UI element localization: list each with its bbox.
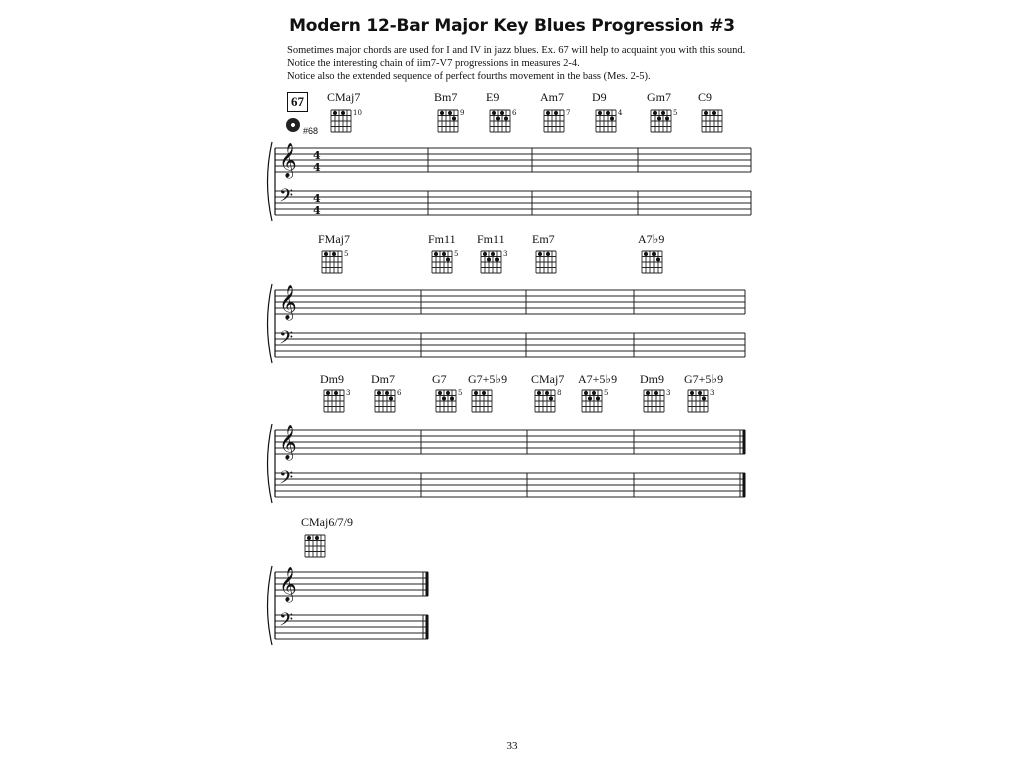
page-number: 33 bbox=[506, 740, 518, 752]
chord-diagram-fret-number: 5 bbox=[673, 109, 678, 117]
chord-diagram-fret-number: 5 bbox=[604, 389, 609, 397]
chord-diagram-dot bbox=[610, 117, 614, 121]
chord-diagram-dot bbox=[644, 252, 648, 256]
chord-diagram-dot bbox=[389, 397, 393, 401]
chord-diagram-dot bbox=[483, 252, 487, 256]
chord-diagram-dot bbox=[504, 117, 508, 121]
chord-diagram-dot bbox=[491, 252, 495, 256]
chord-diagram-fret-number: 8 bbox=[557, 389, 562, 397]
chord-diagram-dot bbox=[652, 252, 656, 256]
chord-diagram-dot bbox=[495, 258, 499, 262]
chord-diagram-dot bbox=[442, 397, 446, 401]
chord-name: Dm9 bbox=[320, 372, 344, 386]
intro-line: Notice the interesting chain of iim7-V7 progressions in measures 2-4. bbox=[287, 58, 580, 69]
bass-clef: 𝄢 bbox=[279, 328, 294, 353]
chord-diagram-dot bbox=[546, 111, 550, 115]
chord-diagram-dot bbox=[546, 252, 550, 256]
chord-name: Dm7 bbox=[371, 372, 395, 386]
chord-diagram-dot bbox=[549, 397, 553, 401]
chord-diagram-dot bbox=[496, 117, 500, 121]
chord-diagram-dot bbox=[434, 252, 438, 256]
chord-diagram-dot bbox=[665, 117, 669, 121]
chord-name: G7 bbox=[432, 372, 447, 386]
chord-name: C9 bbox=[698, 90, 713, 104]
system-brace bbox=[268, 566, 273, 645]
chord-diagram-dot bbox=[438, 391, 442, 395]
chord-diagram-dot bbox=[333, 111, 337, 115]
chord-diagram-dot bbox=[307, 536, 311, 540]
chord-name: E9 bbox=[486, 90, 500, 104]
chord-diagram-dot bbox=[487, 258, 491, 262]
chord-diagram-dot bbox=[661, 111, 665, 115]
chord-diagram-dot bbox=[654, 391, 658, 395]
system-brace bbox=[268, 284, 273, 363]
chord-diagram-dot bbox=[606, 111, 610, 115]
chord-name: CMaj7 bbox=[531, 372, 565, 386]
chord-diagram-fret-number: 3 bbox=[710, 389, 715, 397]
chord-diagram-dot bbox=[492, 111, 496, 115]
time-signature-bottom: 4 bbox=[313, 204, 321, 217]
intro-line: Sometimes major chords are used for I and IV in jazz blues. Ex. 67 will help to acquaint you with this sound. bbox=[287, 45, 746, 56]
chord-diagram-fret-number: 5 bbox=[454, 250, 459, 258]
chord-name: CMaj7 bbox=[327, 90, 361, 104]
time-signature-bottom: 4 bbox=[313, 161, 321, 174]
chord-diagram-fret-number: 3 bbox=[503, 250, 508, 258]
chord-diagram-dot bbox=[554, 111, 558, 115]
treble-clef: 𝄞 bbox=[279, 425, 297, 460]
chord-diagram-dot bbox=[332, 252, 336, 256]
chord-diagram-fret-number: 7 bbox=[566, 109, 571, 117]
chord-diagram-dot bbox=[450, 397, 454, 401]
chord-name: FMaj7 bbox=[318, 232, 351, 246]
chord-diagram-dot bbox=[334, 391, 338, 395]
chord-diagram-fret-number: 3 bbox=[666, 389, 671, 397]
example-number: 67 bbox=[287, 92, 308, 112]
chord-diagram-dot bbox=[500, 111, 504, 115]
chord-diagram-dot bbox=[324, 252, 328, 256]
chord-diagram-dot bbox=[385, 391, 389, 395]
chord-name: Bm7 bbox=[434, 90, 458, 104]
chord-diagram-fret-number: 5 bbox=[458, 389, 463, 397]
chord-diagram-dot bbox=[446, 391, 450, 395]
chord-name: D9 bbox=[592, 90, 607, 104]
chord-diagram-dot bbox=[377, 391, 381, 395]
chord-diagram-dot bbox=[690, 391, 694, 395]
treble-clef: 𝄞 bbox=[279, 143, 297, 178]
chord-diagram-dot bbox=[537, 391, 541, 395]
chord-diagram-dot bbox=[545, 391, 549, 395]
chord-name: CMaj6/7/9 bbox=[301, 515, 354, 529]
chord-name: Em7 bbox=[532, 232, 555, 246]
chord-name: Gm7 bbox=[647, 90, 671, 104]
chord-diagram-dot bbox=[440, 111, 444, 115]
chord-name: G7+5♭9 bbox=[684, 372, 724, 386]
chord-diagram-dot bbox=[442, 252, 446, 256]
chord-name: Fm11 bbox=[428, 232, 456, 246]
chord-name: Fm11 bbox=[477, 232, 505, 246]
cd-track-number: #68 bbox=[303, 126, 319, 136]
chord-diagram-dot bbox=[584, 391, 588, 395]
chord-diagram-fret-number: 10 bbox=[353, 109, 362, 117]
chord-diagram-dot bbox=[446, 258, 450, 262]
chord-diagram-fret-number: 4 bbox=[618, 109, 623, 117]
page-title: Modern 12-Bar Major Key Blues Progression #3 bbox=[289, 16, 735, 36]
chord-diagram-dot bbox=[341, 111, 345, 115]
bass-clef: 𝄢 bbox=[279, 468, 294, 493]
chord-diagram-dot bbox=[653, 111, 657, 115]
chord-diagram-dot bbox=[598, 111, 602, 115]
chord-diagram-dot bbox=[596, 397, 600, 401]
chord-diagram-dot bbox=[704, 111, 708, 115]
chord-name: Dm9 bbox=[640, 372, 664, 386]
chord-diagram-dot bbox=[646, 391, 650, 395]
chord-diagram-dot bbox=[326, 391, 330, 395]
intro-line: Notice also the extended sequence of perfect fourths movement in the bass (Mes. 2-5). bbox=[287, 71, 651, 82]
chord-diagram-fret-number: 6 bbox=[512, 109, 517, 117]
chord-diagram-dot bbox=[448, 111, 452, 115]
chord-diagram-dot bbox=[592, 391, 596, 395]
chord-diagram-dot bbox=[712, 111, 716, 115]
chord-diagram-dot bbox=[702, 397, 706, 401]
chord-diagram-dot bbox=[474, 391, 478, 395]
chord-diagram-fret-number: 9 bbox=[460, 109, 465, 117]
bass-clef: 𝄢 bbox=[279, 186, 294, 211]
chord-diagram-dot bbox=[452, 117, 456, 121]
treble-clef: 𝄞 bbox=[279, 285, 297, 320]
chord-name: A7+5♭9 bbox=[578, 372, 618, 386]
chord-name: G7+5♭9 bbox=[468, 372, 508, 386]
chord-diagram-dot bbox=[656, 258, 660, 262]
chord-diagram-fret-number: 3 bbox=[346, 389, 351, 397]
time-signature-top: 4 bbox=[313, 192, 321, 205]
chord-diagram-dot bbox=[698, 391, 702, 395]
chord-name: A7♭9 bbox=[638, 232, 665, 246]
treble-clef: 𝄞 bbox=[279, 567, 297, 602]
system-brace bbox=[268, 142, 273, 221]
time-signature-top: 4 bbox=[313, 149, 321, 162]
chord-diagram-fret-number: 5 bbox=[344, 250, 349, 258]
system-brace bbox=[268, 424, 273, 503]
chord-diagram-dot bbox=[588, 397, 592, 401]
chord-diagram-dot bbox=[482, 391, 486, 395]
chord-diagram-dot bbox=[315, 536, 319, 540]
chord-diagram-dot bbox=[657, 117, 661, 121]
chord-diagram-fret-number: 6 bbox=[397, 389, 402, 397]
chord-diagram-dot bbox=[538, 252, 542, 256]
chord-name: Am7 bbox=[540, 90, 564, 104]
bass-clef: 𝄢 bbox=[279, 610, 294, 635]
